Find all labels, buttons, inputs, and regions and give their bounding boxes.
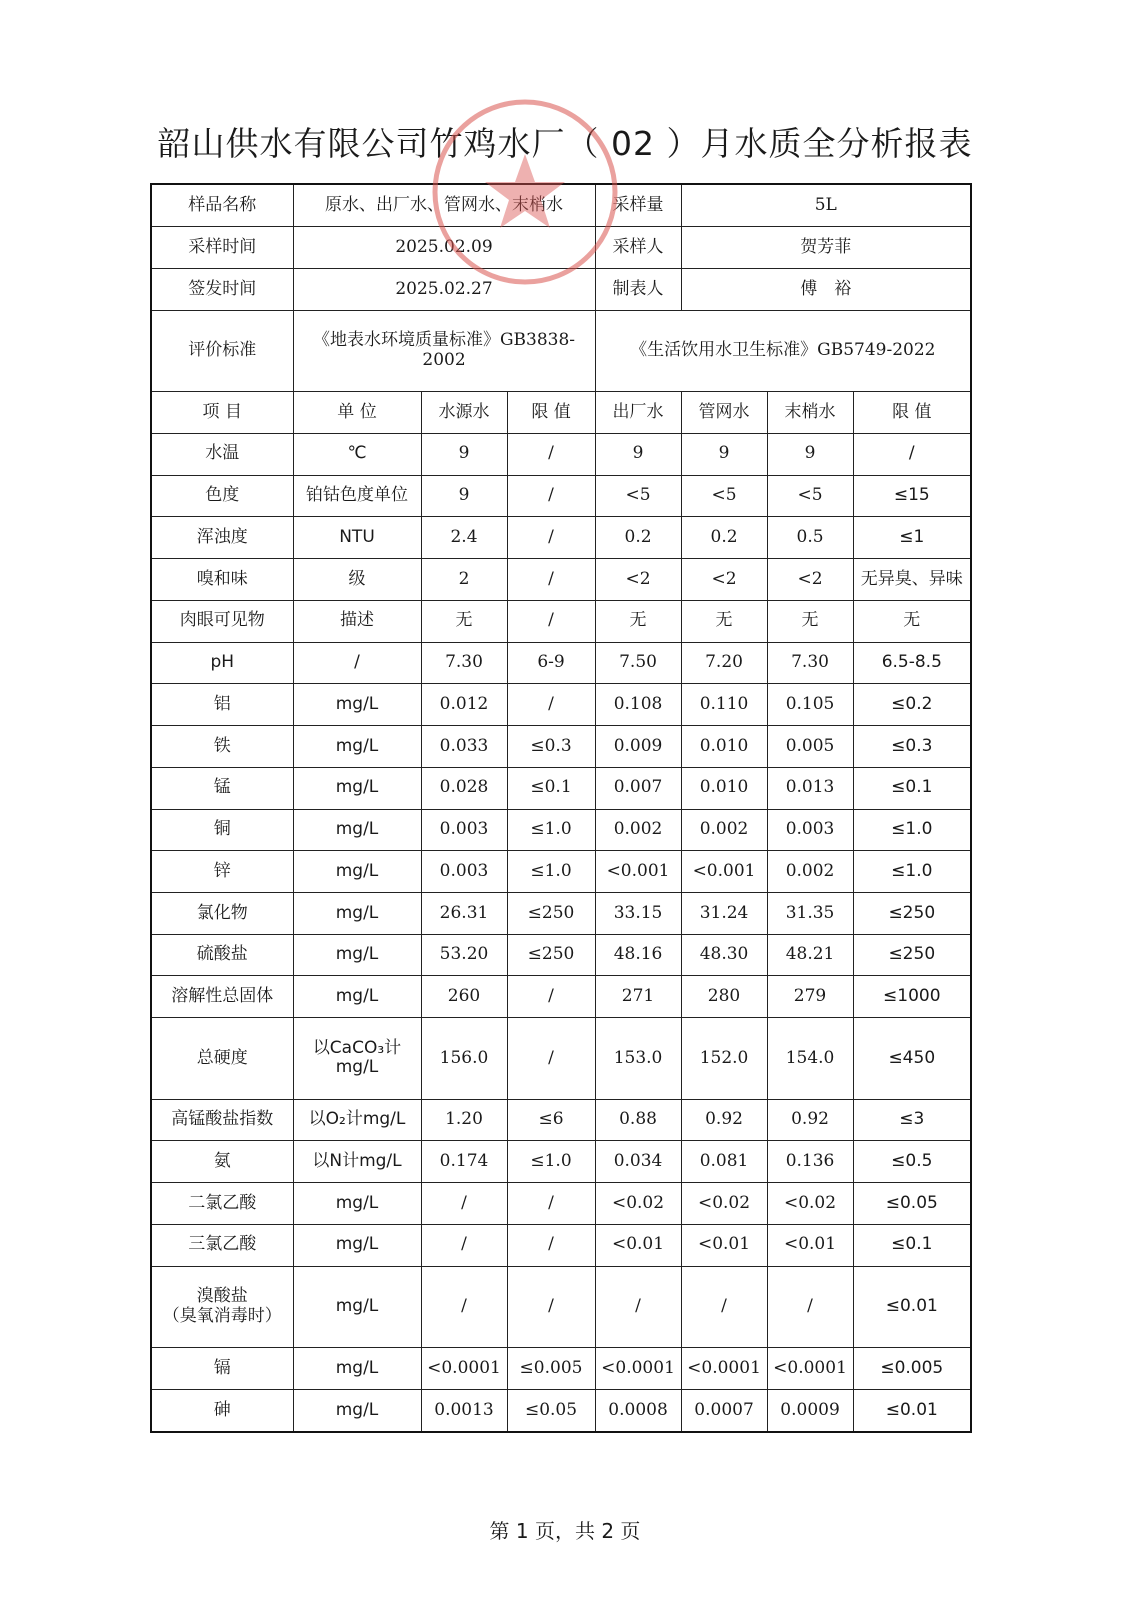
item-name: 锌 <box>151 851 293 893</box>
plant-water-value: 33.15 <box>595 892 681 934</box>
tap-water-value: <0.02 <box>767 1183 853 1225</box>
tap-water-value: <2 <box>767 559 853 601</box>
sample-name-value: 原水、出厂水、管网水、末梢水 <box>293 184 595 227</box>
network-water-value: 0.002 <box>681 809 767 851</box>
source-water-value: / <box>421 1266 507 1347</box>
column-header: 管网水 <box>681 392 767 434</box>
item-name: 三氯乙酸 <box>151 1224 293 1266</box>
source-water-value: 无 <box>421 600 507 642</box>
surface-limit-value: / <box>507 600 595 642</box>
source-water-value: 53.20 <box>421 934 507 976</box>
drinking-limit-value: ≤1 <box>853 517 971 559</box>
item-name: 嗅和味 <box>151 559 293 601</box>
source-water-value: 260 <box>421 976 507 1018</box>
unit: mg/L <box>293 726 421 768</box>
network-water-value: <5 <box>681 475 767 517</box>
network-water-value: 0.2 <box>681 517 767 559</box>
plant-water-value: 0.108 <box>595 684 681 726</box>
unit: 描述 <box>293 600 421 642</box>
plant-water-value: <0.02 <box>595 1183 681 1225</box>
drinking-limit-value: ≤0.3 <box>853 726 971 768</box>
plant-water-value: 0.034 <box>595 1141 681 1183</box>
unit: 以N计mg/L <box>293 1141 421 1183</box>
network-water-value: <0.01 <box>681 1224 767 1266</box>
surface-limit-value: ≤1.0 <box>507 809 595 851</box>
unit: mg/L <box>293 1183 421 1225</box>
sample-time-label: 采样时间 <box>151 227 293 269</box>
unit: ℃ <box>293 433 421 475</box>
table-row <box>151 976 971 1018</box>
drinking-limit-value: ≤1.0 <box>853 851 971 893</box>
drinking-limit-value: ≤0.2 <box>853 684 971 726</box>
source-water-value: 0.0013 <box>421 1389 507 1432</box>
table-row <box>151 851 971 893</box>
source-water-value: 0.003 <box>421 851 507 893</box>
drinking-limit-value: ≤3 <box>853 1099 971 1141</box>
item-name: 铝 <box>151 684 293 726</box>
surface-limit-value: ≤0.05 <box>507 1389 595 1432</box>
tap-water-value: 0.136 <box>767 1141 853 1183</box>
unit: mg/L <box>293 767 421 809</box>
source-water-value: 0.033 <box>421 726 507 768</box>
drinking-limit-value: ≤0.01 <box>853 1266 971 1347</box>
item-name: 总硬度 <box>151 1018 293 1099</box>
table-row <box>151 1018 971 1099</box>
network-water-value: 0.010 <box>681 767 767 809</box>
drinking-limit-value: ≤0.5 <box>853 1141 971 1183</box>
network-water-value: <0.0001 <box>681 1347 767 1389</box>
tap-water-value: 0.0009 <box>767 1389 853 1432</box>
sample-volume-value: 5L <box>681 184 971 227</box>
table-row <box>151 1389 971 1432</box>
tap-water-value: 7.30 <box>767 642 853 684</box>
table-row <box>151 642 971 684</box>
plant-water-value: <0.0001 <box>595 1347 681 1389</box>
item-name: 砷 <box>151 1389 293 1432</box>
standard-label: 评价标准 <box>151 310 293 391</box>
plant-water-value: <0.001 <box>595 851 681 893</box>
sample-volume-label: 采样量 <box>595 184 681 227</box>
plant-water-value: 0.0008 <box>595 1389 681 1432</box>
source-water-value: 2 <box>421 559 507 601</box>
source-water-value: 9 <box>421 433 507 475</box>
table-row <box>151 684 971 726</box>
network-water-value: <0.02 <box>681 1183 767 1225</box>
plant-water-value: 271 <box>595 976 681 1018</box>
plant-water-value: 0.009 <box>595 726 681 768</box>
page-footer: 第 1 页，共 2 页 <box>489 1519 641 1543</box>
table-row <box>151 559 971 601</box>
unit: mg/L <box>293 892 421 934</box>
tap-water-value: 0.5 <box>767 517 853 559</box>
source-water-value: 0.003 <box>421 809 507 851</box>
drinking-limit-value: ≤0.01 <box>853 1389 971 1432</box>
drinking-limit-value: ≤15 <box>853 475 971 517</box>
source-water-value: 9 <box>421 475 507 517</box>
source-water-value: 0.028 <box>421 767 507 809</box>
item-name: 铜 <box>151 809 293 851</box>
surface-limit-value: ≤0.1 <box>507 767 595 809</box>
plant-water-value: 0.2 <box>595 517 681 559</box>
column-header: 出厂水 <box>595 392 681 434</box>
drinking-limit-value: ≤250 <box>853 892 971 934</box>
item-name: 溶解性总固体 <box>151 976 293 1018</box>
column-header: 限 值 <box>507 392 595 434</box>
network-water-value: 无 <box>681 600 767 642</box>
table-row <box>151 475 971 517</box>
surface-limit-value: ≤250 <box>507 934 595 976</box>
info-row-issue-time <box>151 268 971 310</box>
source-water-value: / <box>421 1183 507 1225</box>
table-row <box>151 1183 971 1225</box>
surface-limit-value: 6-9 <box>507 642 595 684</box>
unit: mg/L <box>293 934 421 976</box>
source-water-value: 156.0 <box>421 1018 507 1099</box>
source-water-value: 26.31 <box>421 892 507 934</box>
tap-water-value: / <box>767 1266 853 1347</box>
drinking-limit-value: ≤0.1 <box>853 767 971 809</box>
standard-surface-water: 《地表水环境质量标准》GB3838-2002 <box>293 310 595 391</box>
drinking-limit-value: 无 <box>853 600 971 642</box>
issue-time-value: 2025.02.27 <box>293 268 595 310</box>
surface-limit-value: / <box>507 517 595 559</box>
unit: NTU <box>293 517 421 559</box>
source-water-value: 0.012 <box>421 684 507 726</box>
sampler-label: 采样人 <box>595 227 681 269</box>
tap-water-value: 0.002 <box>767 851 853 893</box>
item-name: 氨 <box>151 1141 293 1183</box>
item-name-main: 溴酸盐 <box>196 1286 248 1307</box>
tap-water-value: 154.0 <box>767 1018 853 1099</box>
network-water-value: 152.0 <box>681 1018 767 1099</box>
tap-water-value: 9 <box>767 433 853 475</box>
item-name: 水温 <box>151 433 293 475</box>
drinking-limit-value: ≤250 <box>853 934 971 976</box>
plant-water-value: 0.007 <box>595 767 681 809</box>
unit: mg/L <box>293 851 421 893</box>
table-row <box>151 1347 971 1389</box>
item-name: 镉 <box>151 1347 293 1389</box>
water-quality-table <box>150 183 972 1433</box>
table-row <box>151 934 971 976</box>
table-row <box>151 726 971 768</box>
plant-water-value: 153.0 <box>595 1018 681 1099</box>
unit: mg/L <box>293 684 421 726</box>
network-water-value: 0.081 <box>681 1141 767 1183</box>
report-title: 韶山供水有限公司竹鸡水厂（ 02 ）月水质全分析报表 <box>157 124 973 163</box>
item-name: 二氯乙酸 <box>151 1183 293 1225</box>
source-water-value: 0.174 <box>421 1141 507 1183</box>
surface-limit-value: ≤250 <box>507 892 595 934</box>
source-water-value: <0.0001 <box>421 1347 507 1389</box>
item-name-note: （臭氧消毒时） <box>162 1305 282 1326</box>
network-water-value: 0.0007 <box>681 1389 767 1432</box>
item-name: 高锰酸盐指数 <box>151 1099 293 1141</box>
unit: 级 <box>293 559 421 601</box>
drinking-limit-value: ≤0.05 <box>853 1183 971 1225</box>
sample-name-label: 样品名称 <box>151 184 293 227</box>
network-water-value: 0.010 <box>681 726 767 768</box>
network-water-value: 0.92 <box>681 1099 767 1141</box>
item-name: 铁 <box>151 726 293 768</box>
plant-water-value: / <box>595 1266 681 1347</box>
network-water-value: <2 <box>681 559 767 601</box>
surface-limit-value: / <box>507 684 595 726</box>
drinking-limit-value: ≤1.0 <box>853 809 971 851</box>
tap-water-value: 279 <box>767 976 853 1018</box>
sample-time-value: 2025.02.09 <box>293 227 595 269</box>
tap-water-value: 0.92 <box>767 1099 853 1141</box>
table-row <box>151 600 971 642</box>
surface-limit-value: ≤1.0 <box>507 1141 595 1183</box>
network-water-value: 31.24 <box>681 892 767 934</box>
plant-water-value: <2 <box>595 559 681 601</box>
tap-water-value: 无 <box>767 600 853 642</box>
table-row <box>151 1224 971 1266</box>
plant-water-value: <5 <box>595 475 681 517</box>
item-name: 浑浊度 <box>151 517 293 559</box>
tap-water-value: 0.013 <box>767 767 853 809</box>
drinking-limit-value: 无异臭、异味 <box>853 559 971 601</box>
sampler-value: 贺芳菲 <box>681 227 971 269</box>
table-row <box>151 892 971 934</box>
plant-water-value: <0.01 <box>595 1224 681 1266</box>
tap-water-value: <0.01 <box>767 1224 853 1266</box>
network-water-value: <0.001 <box>681 851 767 893</box>
tap-water-value: 31.35 <box>767 892 853 934</box>
surface-limit-value: ≤1.0 <box>507 851 595 893</box>
unit: mg/L <box>293 1224 421 1266</box>
unit: mg/L <box>293 1266 421 1347</box>
unit: 以CaCO₃计mg/L <box>293 1018 421 1099</box>
unit: mg/L <box>293 809 421 851</box>
item-name: 肉眼可见物 <box>151 600 293 642</box>
item-name: 色度 <box>151 475 293 517</box>
plant-water-value: 0.002 <box>595 809 681 851</box>
drinking-limit-value: ≤1000 <box>853 976 971 1018</box>
standard-drinking-water: 《生活饮用水卫生标准》GB5749-2022 <box>595 310 971 391</box>
tap-water-value: 0.105 <box>767 684 853 726</box>
column-header-row <box>151 392 971 434</box>
table-row <box>151 1266 971 1347</box>
item-name: 硫酸盐 <box>151 934 293 976</box>
plant-water-value: 9 <box>595 433 681 475</box>
source-water-value: 2.4 <box>421 517 507 559</box>
surface-limit-value: ≤0.005 <box>507 1347 595 1389</box>
source-water-value: 7.30 <box>421 642 507 684</box>
drinking-limit-value: ≤450 <box>853 1018 971 1099</box>
column-header: 末梢水 <box>767 392 853 434</box>
surface-limit-value: / <box>507 1018 595 1099</box>
column-header: 水源水 <box>421 392 507 434</box>
network-water-value: 7.20 <box>681 642 767 684</box>
item-name: 锰 <box>151 767 293 809</box>
column-header: 单 位 <box>293 392 421 434</box>
network-water-value: 9 <box>681 433 767 475</box>
source-water-value: 1.20 <box>421 1099 507 1141</box>
tap-water-value: <0.0001 <box>767 1347 853 1389</box>
table-row <box>151 1099 971 1141</box>
plant-water-value: 48.16 <box>595 934 681 976</box>
plant-water-value: 无 <box>595 600 681 642</box>
surface-limit-value: / <box>507 559 595 601</box>
unit: 铂钴色度单位 <box>293 475 421 517</box>
surface-limit-value: / <box>507 1224 595 1266</box>
surface-limit-value: / <box>507 1183 595 1225</box>
source-water-value: / <box>421 1224 507 1266</box>
table-row <box>151 767 971 809</box>
unit: mg/L <box>293 1347 421 1389</box>
table-row <box>151 517 971 559</box>
table-row <box>151 809 971 851</box>
surface-limit-value: / <box>507 475 595 517</box>
info-row-standard <box>151 310 971 391</box>
plant-water-value: 0.88 <box>595 1099 681 1141</box>
table-row <box>151 433 971 475</box>
tap-water-value: 0.005 <box>767 726 853 768</box>
drinking-limit-value: ≤0.1 <box>853 1224 971 1266</box>
network-water-value: 280 <box>681 976 767 1018</box>
surface-limit-value: / <box>507 433 595 475</box>
info-row-sample-time <box>151 227 971 269</box>
drinking-limit-value: ≤0.005 <box>853 1347 971 1389</box>
tap-water-value: 48.21 <box>767 934 853 976</box>
unit: / <box>293 642 421 684</box>
surface-limit-value: / <box>507 976 595 1018</box>
drinking-limit-value: 6.5-8.5 <box>853 642 971 684</box>
surface-limit-value: / <box>507 1266 595 1347</box>
table-row <box>151 1141 971 1183</box>
plant-water-value: 7.50 <box>595 642 681 684</box>
item-name: pH <box>151 642 293 684</box>
issue-time-label: 签发时间 <box>151 268 293 310</box>
unit: 以O₂计mg/L <box>293 1099 421 1141</box>
unit: mg/L <box>293 1389 421 1432</box>
surface-limit-value: ≤6 <box>507 1099 595 1141</box>
item-name: 氯化物 <box>151 892 293 934</box>
tap-water-value: <5 <box>767 475 853 517</box>
tap-water-value: 0.003 <box>767 809 853 851</box>
preparer-label: 制表人 <box>595 268 681 310</box>
column-header: 限 值 <box>853 392 971 434</box>
drinking-limit-value: / <box>853 433 971 475</box>
network-water-value: 48.30 <box>681 934 767 976</box>
network-water-value: / <box>681 1266 767 1347</box>
column-header: 项 目 <box>151 392 293 434</box>
network-water-value: 0.110 <box>681 684 767 726</box>
unit: mg/L <box>293 976 421 1018</box>
info-row-sample-name <box>151 184 971 227</box>
preparer-value: 傅 裕 <box>681 268 971 310</box>
item-name <box>151 1266 293 1347</box>
surface-limit-value: ≤0.3 <box>507 726 595 768</box>
